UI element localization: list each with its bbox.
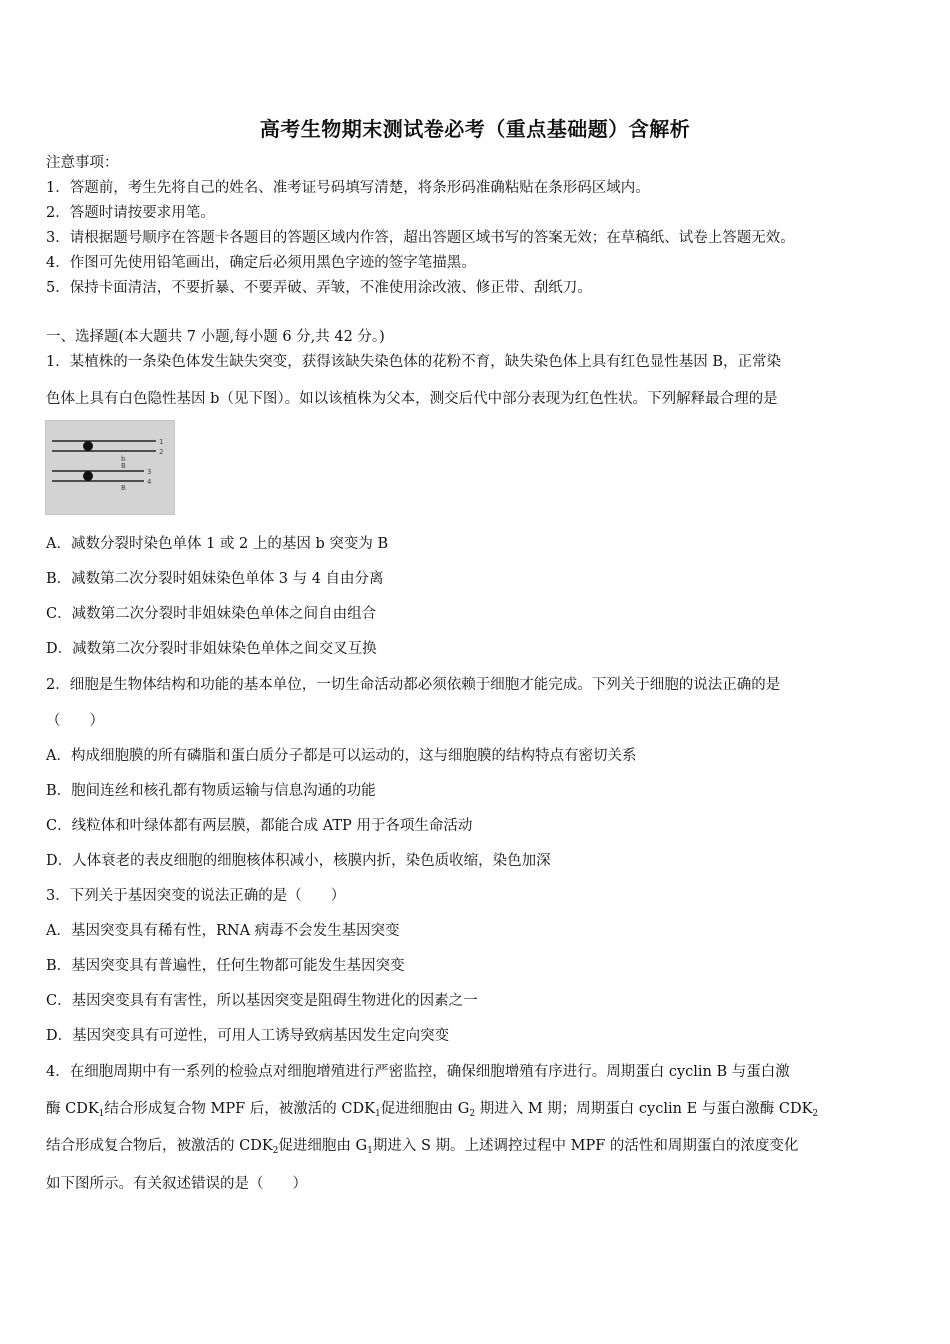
- figure-label-3: 3: [147, 468, 152, 476]
- q2-option-c: C．线粒体和叶绿体都有两层膜，都能合成 ATP 用于各项生命活动: [46, 818, 473, 834]
- q2-stem: 2．细胞是生物体结构和功能的基本单位，一切生命活动都必须依赖于细胞才能完成。下列关于细胞的说法正确的是: [46, 677, 781, 693]
- q2-option-d: D．人体衰老的表皮细胞的细胞核体积减小，核膜内折，染色质收缩，染色加深: [46, 853, 551, 869]
- q1-stem: 色体上具有白色隐性基因 b（见下图）。如以该植株为父本，测交后代中部分表现为红色性状。下列解释最合理的是: [46, 391, 778, 407]
- q3-option-a: A．基因突变具有稀有性，RNA 病毒不会发生基因突变: [46, 923, 400, 939]
- q3-option-b: B．基因突变具有普遍性，任何生物都可能发生基因突变: [46, 958, 405, 974]
- figure-label-2: 2: [159, 448, 164, 456]
- notice-item: 1．答题前，考生先将自己的姓名、准考证号码填写清楚，将条形码准确粘贴在条形码区域内。: [46, 180, 650, 196]
- figure-label-B2: B: [121, 484, 126, 492]
- q3-stem: 3．下列关于基因突变的说法正确的是（ ）: [46, 888, 346, 904]
- chromosome-figure: [45, 420, 175, 515]
- q1-option-d: D．减数第二次分裂时非姐妹染色单体之间交叉互换: [46, 641, 377, 657]
- notice-item: 4．作图可先使用铅笔画出，确定后必须用黑色字迹的签字笔描黑。: [46, 255, 476, 271]
- q1-option-b: B．减数第二次分裂时姐妹染色单体 3 与 4 自由分离: [46, 571, 384, 587]
- figure-label-b: b: [121, 455, 126, 463]
- q1-option-a: A．减数分裂时染色单体 1 或 2 上的基因 b 突变为 B: [46, 536, 389, 552]
- figure-label-B: B: [121, 462, 126, 470]
- notice-item: 5．保持卡面清洁，不要折暴、不要弄破、弄皱，不准使用涂改液、修正带、刮纸刀。: [46, 280, 592, 296]
- q4-stem-line4: 如下图所示。有关叙述错误的是（ ）: [46, 1176, 307, 1192]
- q2-option-b: B．胞间连丝和核孔都有物质运输与信息沟通的功能: [46, 783, 376, 799]
- q4-stem-line1: 4．在细胞周期中有一系列的检验点对细胞增殖进行严密监控，确保细胞增殖有序进行。周期蛋白 cyclin B 与蛋白激: [46, 1064, 790, 1080]
- q2-option-a: A．构成细胞膜的所有磷脂和蛋白质分子都是可以运动的，这与细胞膜的结构特点有密切关系: [46, 748, 637, 764]
- q4-stem-line3: 结合形成复合物后，被激活的 $CDK_2$促进细胞由 $G_1$期进入 S 期。上述调控过程中 MPF 的活性和周期蛋白的浓度变化: [46, 1138, 799, 1156]
- notice-item: 3．请根据题号顺序在答题卡各题目的答题区域内作答，超出答题区域书写的答案无效；在草稿纸、试卷上答题无效。: [46, 230, 795, 246]
- figure-label-4: 4: [147, 478, 152, 486]
- notice-item: 2．答题时请按要求用笔。: [46, 205, 215, 221]
- q1-option-c: C．减数第二次分裂时非姐妹染色单体之间自由组合: [46, 606, 377, 622]
- q2-stem-paren: （ ）: [46, 713, 104, 729]
- q3-option-c: C．基因突变具有有害性，所以基因突变是阻碍生物进化的因素之一: [46, 993, 478, 1009]
- q1-stem: 1．某植株的一条染色体发生缺失突变，获得该缺失染色体的花粉不育，缺失染色体上具有红色显性基因 B，正常染: [46, 354, 781, 370]
- q4-stem-line2: 酶 $CDK_1$结合形成复合物 MPF 后，被激活的 $CDK_1$促进细胞由 $G_2$ 期进入 M 期；周期蛋白 cyclin E 与蛋白激酶 $CDK_2$: [46, 1101, 819, 1119]
- page-title: 高考生物期末测试卷必考（重点基础题）含解析: [259, 117, 691, 141]
- notice-heading: 注意事项：: [46, 155, 119, 171]
- section-heading: 一、选择题(本大题共 7 小题,每小题 6 分,共 42 分。): [46, 329, 385, 345]
- figure-label-1: 1: [159, 438, 164, 446]
- q3-option-d: D．基因突变具有可逆性，可用人工诱导致病基因发生定向突变: [46, 1028, 450, 1044]
